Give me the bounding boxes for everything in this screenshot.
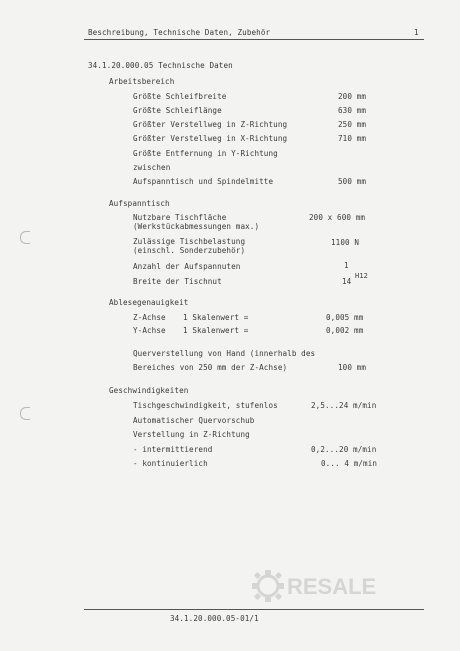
spec-label-note: (Werkstückabmessungen max.) (133, 222, 260, 231)
spec-label: Größte Entfernung in Y-Richtung (133, 149, 278, 158)
header-title: Beschreibung, Technische Daten, Zubehör (88, 28, 271, 37)
watermark-text: RESALE (287, 574, 377, 599)
footer-code: 34.1.20.000.05-01/1 (170, 614, 259, 623)
resale-watermark (251, 566, 381, 606)
spec-label: Anzahl der Aufspannuten (133, 262, 241, 271)
spec-label: Querverstellung von Hand (innerhalb des (133, 349, 316, 358)
scale-text: 1 Skalenwert = (183, 313, 249, 322)
doc-heading: 34.1.20.000.05 Technische Daten (88, 61, 233, 70)
footer-rule (84, 609, 424, 610)
spec-label: Größte Schleifbreite (133, 92, 227, 101)
binder-hole-top (20, 231, 30, 244)
spec-value: 200 x 600 mm (309, 213, 366, 222)
spec-label: Verstellung in Z-Richtung (133, 430, 250, 439)
spec-value: 500 mm (338, 177, 367, 186)
spec-value: 100 mm (338, 363, 367, 372)
section-title-ablesegenauigkeit: Ablesegenauigkeit (109, 298, 189, 307)
spec-value: 14 (342, 277, 352, 286)
axis-label: Z-Achse (133, 313, 166, 322)
section-title-aufspanntisch: Aufspanntisch (109, 199, 170, 208)
spec-value: 0... 4 m/min (321, 459, 378, 468)
spec-label: Automatischer Quervorschub (133, 416, 255, 425)
header-rule (84, 39, 424, 40)
spec-value: 0,005 mm (326, 313, 364, 322)
spec-value: 200 mm (338, 92, 367, 101)
spec-value: 630 mm (338, 106, 367, 115)
spec-label: Aufspanntisch und Spindelmitte (133, 177, 274, 186)
binder-hole-bottom (20, 407, 30, 420)
spec-value: 0,002 mm (326, 326, 364, 335)
spec-label: Bereiches von 250 mm der Z-Achse) (133, 363, 288, 372)
spec-label: Größter Verstellweg in Z-Richtung (133, 120, 288, 129)
spec-label-note: (einschl. Sonderzubehör) (133, 246, 246, 255)
spec-value: 2,5...24 m/min (311, 401, 377, 410)
spec-value: 0,2...20 m/min (311, 445, 377, 454)
spec-value: 250 mm (338, 120, 367, 129)
spec-label: Breite der Tischnut (133, 277, 222, 286)
spec-label: - intermittierend (133, 445, 213, 454)
axis-label: Y-Achse (133, 326, 166, 335)
tolerance-label: H12 (355, 272, 368, 280)
spec-value: 1 (344, 261, 349, 270)
scale-text: 1 Skalenwert = (183, 326, 249, 335)
spec-label: Größte Schleiflänge (133, 106, 222, 115)
spec-label: Zulässige Tischbelastung (133, 237, 246, 246)
spec-label: Nutzbare Tischfläche (133, 213, 227, 222)
spec-label: zwischen (133, 163, 171, 172)
spec-label: - kontinuierlich (133, 459, 208, 468)
section-title-geschwindigkeiten: Geschwindigkeiten (109, 386, 189, 395)
spec-value: 710 mm (338, 134, 367, 143)
spec-label: Tischgeschwindigkeit, stufenlos (133, 401, 278, 410)
header-page-number: 1 (414, 28, 419, 37)
spec-label: Größter Verstellweg in X-Richtung (133, 134, 288, 143)
spec-value: 1100 N (331, 238, 360, 247)
section-title-arbeitsbereich: Arbeitsbereich (109, 77, 175, 86)
gear-icon (251, 566, 381, 606)
